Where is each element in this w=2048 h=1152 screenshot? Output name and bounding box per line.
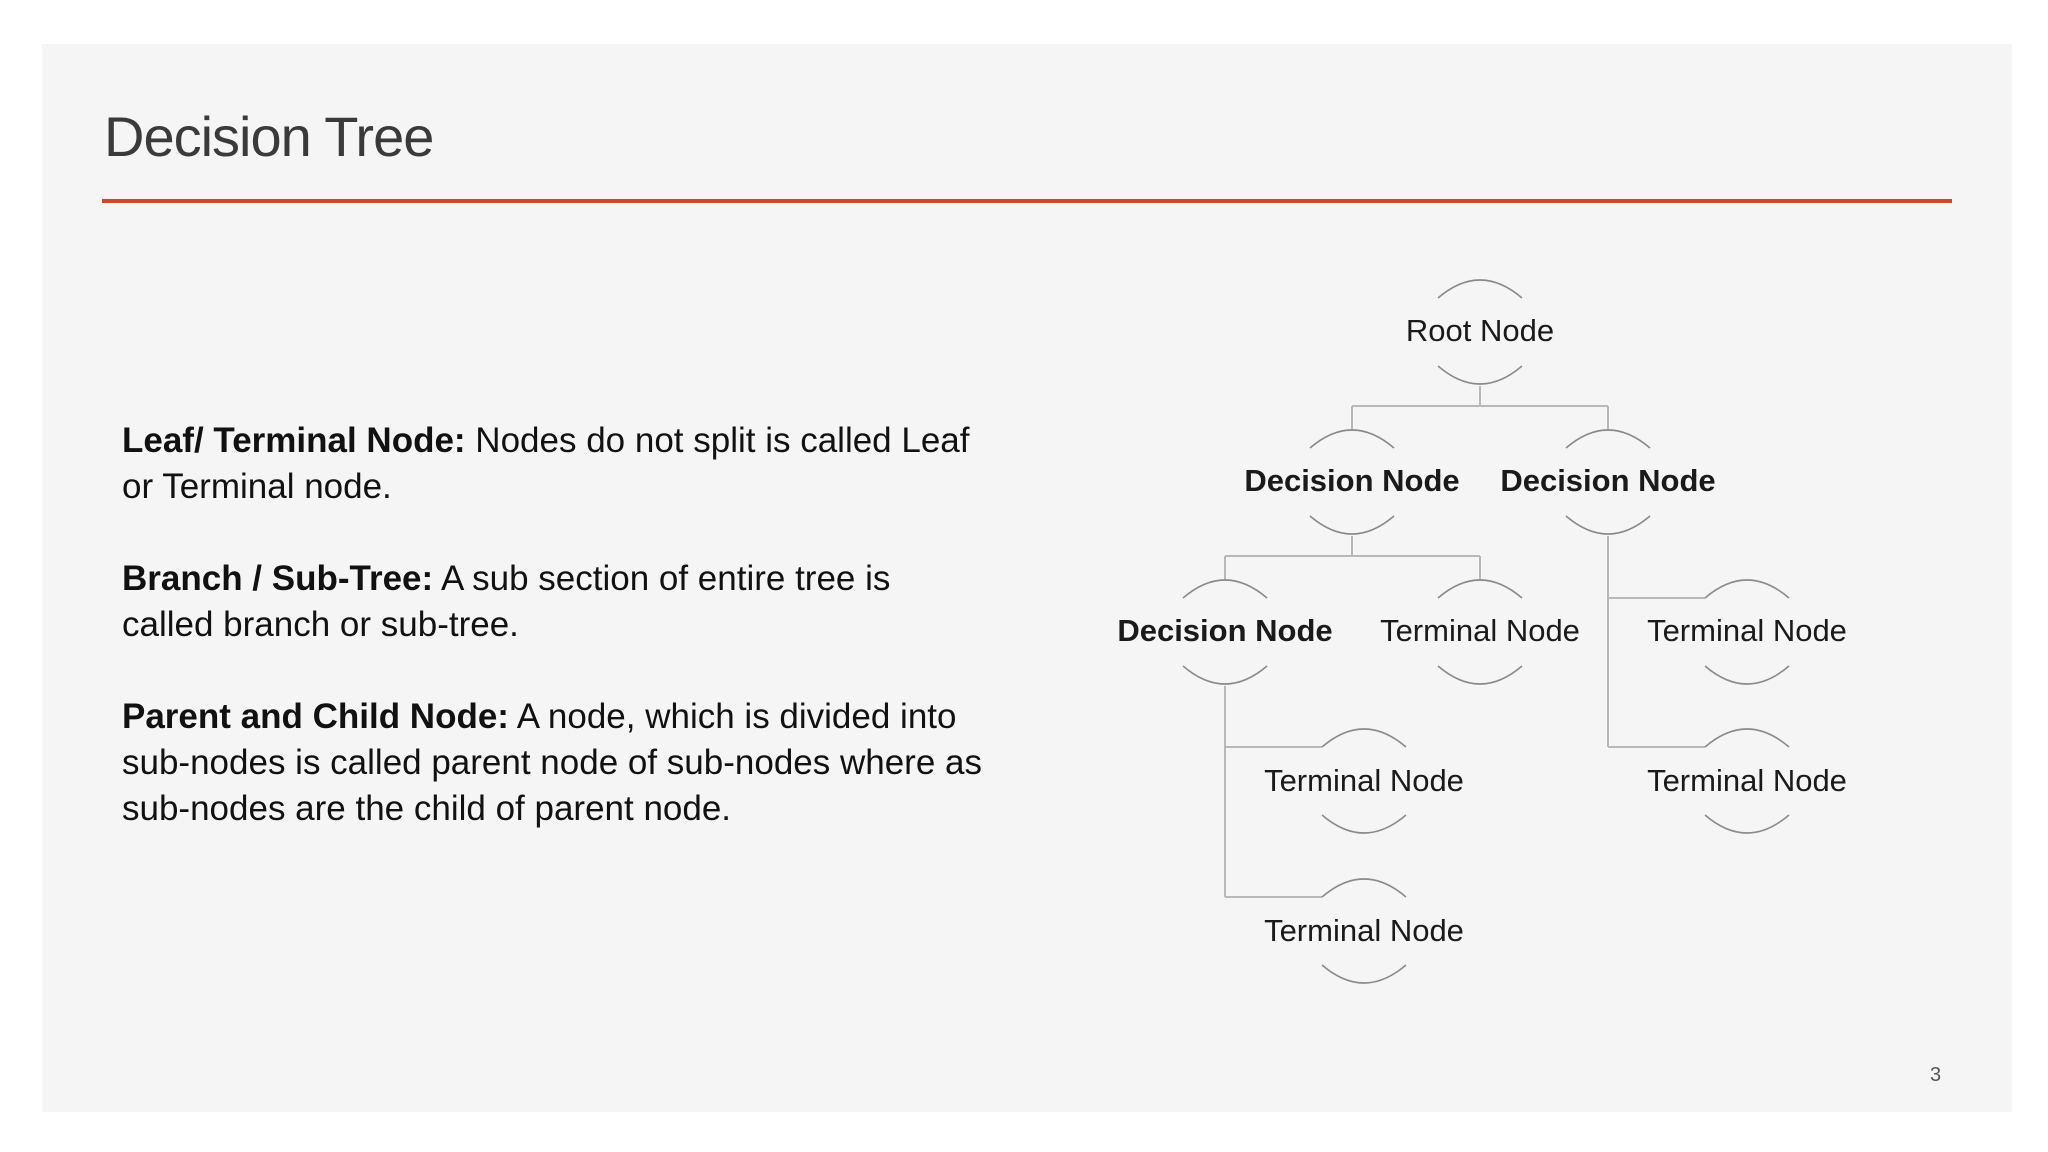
node-label: Terminal Node	[1647, 763, 1847, 798]
node-arc-top	[1183, 580, 1267, 598]
definition-text: Nodes do not split is called Leaf or Terminal node.	[122, 421, 970, 506]
node-terminal-mid	[1380, 580, 1580, 684]
definition-text: A node, which is divided into sub-nodes is called parent node of sub-nodes where as sub-nodes are the child of parent node.	[122, 697, 982, 828]
node-arc-bottom	[1705, 666, 1789, 684]
node-arc-top	[1322, 879, 1406, 897]
node-label: Terminal Node	[1264, 913, 1464, 948]
node-decision-lower	[1117, 580, 1332, 684]
node-arc-top	[1705, 580, 1789, 598]
node-arc-bottom	[1438, 366, 1522, 384]
node-terminal-right-2	[1647, 729, 1847, 833]
connector-root	[1352, 386, 1608, 430]
node-arc-top	[1566, 430, 1650, 448]
node-arc-top	[1438, 580, 1522, 598]
node-arc-top	[1438, 280, 1522, 298]
node-arc-bottom	[1322, 815, 1406, 833]
definition-text: A sub section of entire tree is called branch or sub-tree.	[122, 559, 891, 644]
node-terminal-lower-1	[1264, 729, 1464, 833]
definition-term: Branch / Sub-Tree:	[122, 559, 434, 598]
node-arc-top	[1705, 729, 1789, 747]
node-arc-top	[1322, 729, 1406, 747]
node-arc-bottom	[1183, 666, 1267, 684]
slide-title: Decision Tree	[104, 105, 434, 168]
node-label: Terminal Node	[1647, 613, 1847, 648]
node-label: Root Node	[1405, 313, 1555, 348]
node-label: Decision Node	[1117, 613, 1333, 648]
definition-term: Leaf/ Terminal Node:	[122, 421, 466, 460]
node-decision-left	[1244, 430, 1459, 534]
node-arc-top	[1310, 430, 1394, 448]
node-root	[1406, 280, 1554, 384]
slide-number: 3	[1930, 1064, 1942, 1086]
node-label: Terminal Node	[1380, 613, 1580, 648]
node-arc-bottom	[1705, 815, 1789, 833]
node-arc-bottom	[1310, 516, 1394, 534]
node-arc-bottom	[1322, 965, 1406, 983]
definition-term: Parent and Child Node:	[122, 697, 509, 736]
node-arc-bottom	[1566, 516, 1650, 534]
node-arc-bottom	[1438, 666, 1522, 684]
node-terminal-lower-2	[1264, 879, 1464, 983]
node-decision-right	[1500, 430, 1715, 534]
node-label: Terminal Node	[1264, 763, 1464, 798]
node-terminal-right-1	[1647, 580, 1847, 684]
node-label: Decision Node	[1244, 463, 1460, 498]
connector-decision-left	[1225, 536, 1480, 580]
node-label: Decision Node	[1500, 463, 1716, 498]
